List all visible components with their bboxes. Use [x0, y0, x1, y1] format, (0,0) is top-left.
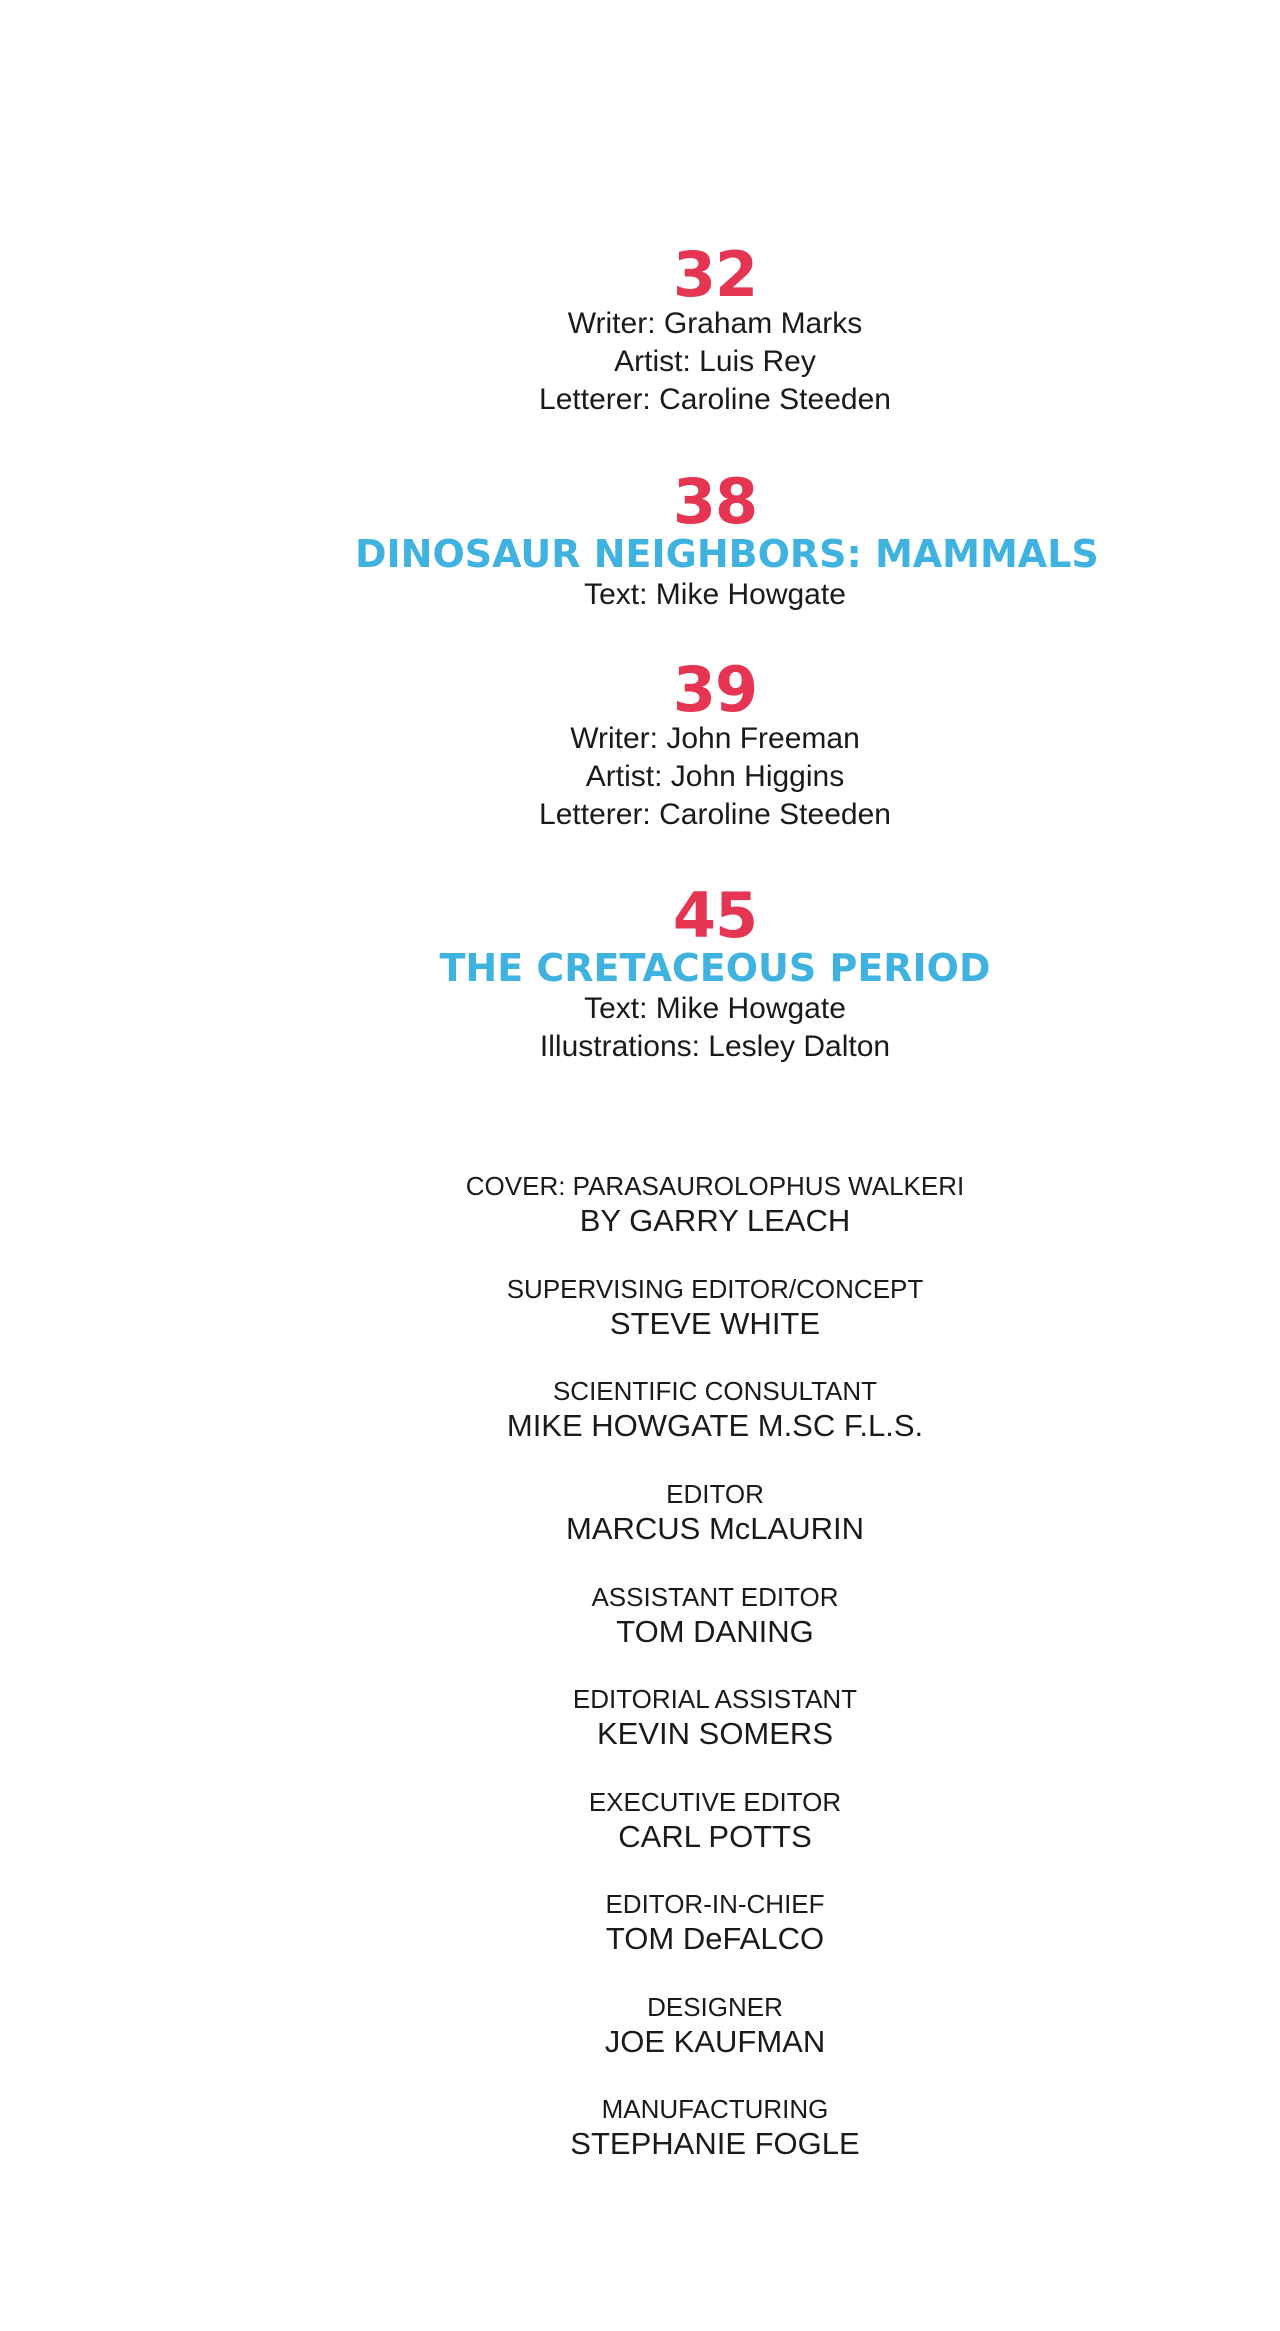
staff-manufacturing: [355, 2093, 1075, 2163]
staff-role: EDITORIAL ASSISTANT: [572, 1684, 858, 1714]
credit-line: Artist: Luis Rey: [614, 345, 816, 378]
staff-scientific-consultant: [355, 1375, 1075, 1445]
credit-line: Text: Mike Howgate: [584, 578, 846, 611]
contents-entry-39: [355, 653, 1075, 834]
staff-cover: [355, 1170, 1075, 1240]
staff-name: JOE KAUFMAN: [604, 2024, 826, 2059]
contents-entry-32: [355, 238, 1075, 419]
staff-name: TOM DeFALCO: [605, 1921, 825, 1956]
staff-role: EXECUTIVE EDITOR: [588, 1787, 842, 1817]
staff-role: SCIENTIFIC CONSULTANT: [552, 1376, 878, 1406]
contents-entry-45: [355, 879, 1075, 1066]
staff-name: CARL POTTS: [618, 1819, 812, 1854]
staff-name: BY GARRY LEACH: [579, 1203, 851, 1238]
staff-editor: [355, 1478, 1075, 1548]
contents-entry-38: [355, 465, 1099, 614]
staff-assistant-editor: [355, 1581, 1075, 1651]
staff-executive-editor: [355, 1786, 1075, 1856]
staff-role: MANUFACTURING: [601, 2094, 829, 2124]
staff-name: TOM DANING: [616, 1614, 814, 1649]
staff-name: KEVIN SOMERS: [597, 1716, 833, 1751]
page-number: 39: [672, 653, 758, 726]
staff-role: EDITOR-IN-CHIEF: [605, 1889, 825, 1919]
credit-line: Illustrations: Lesley Dalton: [539, 1030, 891, 1063]
credit-line: Artist: John Higgins: [585, 760, 845, 793]
staff-role: ASSISTANT EDITOR: [591, 1582, 839, 1612]
staff-role: DESIGNER: [647, 1992, 783, 2022]
staff-role: COVER: PARASAUROLOPHUS WALKERI: [465, 1171, 965, 1201]
staff-role: EDITOR: [666, 1479, 764, 1509]
staff-designer: [355, 1991, 1075, 2061]
staff-name: STEVE WHITE: [609, 1306, 821, 1341]
page-number: 38: [672, 465, 758, 538]
credit-line: Letterer: Caroline Steeden: [539, 383, 891, 416]
page-number: 32: [672, 238, 758, 311]
credit-line: Text: Mike Howgate: [584, 992, 846, 1025]
staff-name: STEPHANIE FOGLE: [570, 2126, 860, 2161]
staff-name: MIKE HOWGATE M.SC F.L.S.: [506, 1408, 924, 1443]
credit-line: Letterer: Caroline Steeden: [539, 798, 891, 831]
staff-name: MARCUS McLAURIN: [566, 1511, 864, 1546]
section-title: DINOSAUR NEIGHBORS: MAMMALS: [355, 532, 1099, 576]
staff-editorial-assistant: [355, 1683, 1075, 1753]
section-title: THE CRETACEOUS PERIOD: [439, 946, 991, 990]
credit-line: Writer: John Freeman: [570, 722, 860, 755]
staff-role: SUPERVISING EDITOR/CONCEPT: [506, 1274, 924, 1304]
staff-supervising-editor: [355, 1273, 1075, 1343]
page-number: 45: [672, 879, 758, 952]
staff-editor-in-chief: [355, 1888, 1075, 1958]
credit-line: Writer: Graham Marks: [567, 307, 863, 340]
